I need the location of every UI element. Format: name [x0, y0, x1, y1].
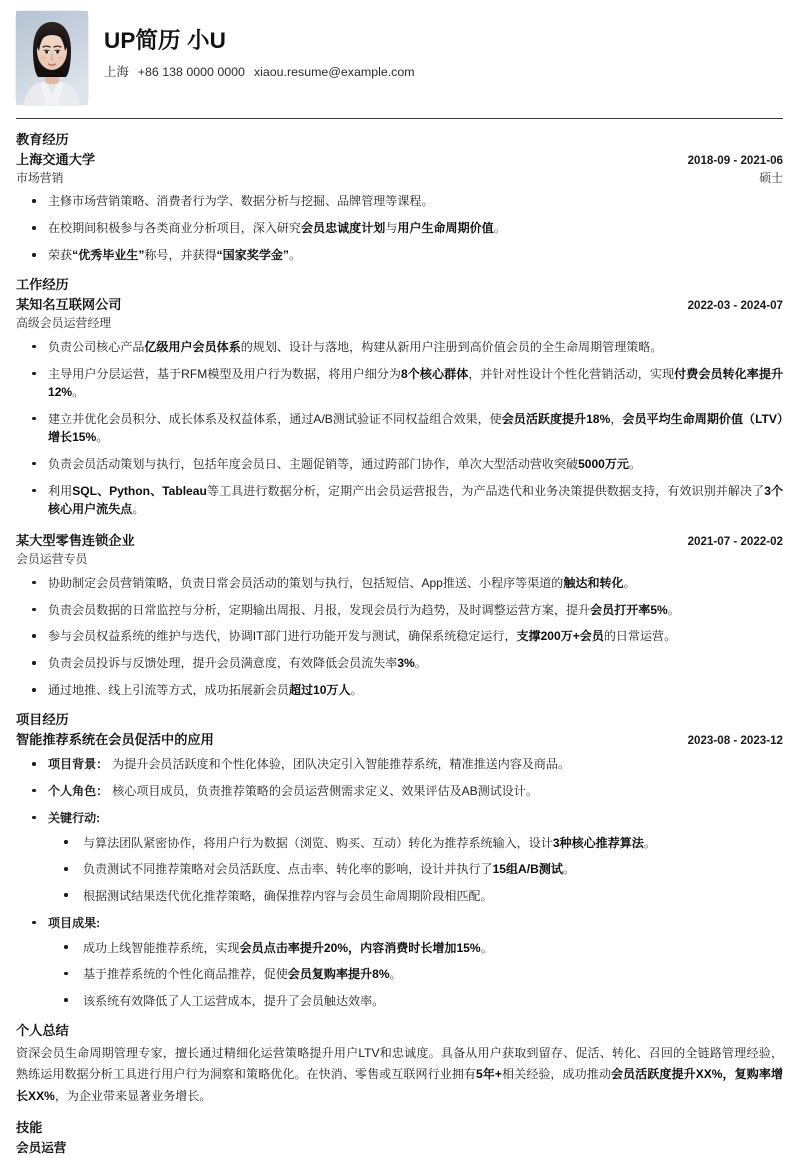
list-item: 主修市场营销策略、消费者行为学、数据分析与挖掘、品牌管理等课程。 [16, 192, 783, 210]
section-heading-skills: 技能 [16, 1120, 43, 1136]
list-item: 负责会员活动策划与执行，包括年度会员日、主题促销等，通过跨部门协作，单次大型活动营收突破5000万元。 [16, 455, 783, 473]
contact-phone: +86 138 0000 0000 [137, 65, 245, 80]
section-education [16, 131, 783, 264]
header-divider [16, 118, 783, 119]
education-entry [16, 150, 783, 265]
list-item: 该系统有效降低了人工运营成本，提升了会员触达效率。 [48, 992, 783, 1010]
education-entry-row-1 [16, 150, 783, 170]
list-item: 负责会员投诉与反馈处理，提升会员满意度，有效降低会员流失率3%。 [16, 654, 783, 672]
contact-location: 上海 [104, 65, 129, 80]
list-item: 利用SQL、Python、Tableau等工具进行数据分析，定期产出会员运营报告，为产品迭代和业务决策提供数据支持，有效识别并解决了3个核心用户流失点。 [16, 482, 783, 519]
section-work [16, 276, 783, 699]
project-item-text: 核心项目成员，负责推荐策略的会员运营侧需求定义、效果评估及AB测试设计。 [112, 783, 538, 798]
work-entry-row-2 [16, 315, 783, 333]
section-skills [16, 1119, 783, 1157]
list-item: 通过地推、线上引流等方式，成功拓展新会员超过10万人。 [16, 681, 783, 699]
summary-text: 资深会员生命周期管理专家，擅长通过精细化运营策略提升用户LTV和忠诚度。具备从用户获取到留存、促活、转化、召回的全链路管理经验，熟练运用数据分析工具进行用户行为洞察和策略优化。在快消、零售或互联网行业拥有5年+相关经验，成功推动会员活跃度提升XX%，复购率增长XX%，为企业带来显著业务增长。 [16, 1045, 784, 1103]
work-role: 高级会员运营经理 [16, 315, 112, 330]
section-heading-summary: 个人总结 [16, 1023, 69, 1039]
list-item: 协助制定会员营销策略，负责日常会员活动的策划与执行，包括短信、App推送、小程序等渠道的触达和转化。 [16, 574, 783, 592]
work-date: 2022-03 - 2024-07 [687, 299, 783, 313]
resume-header [16, 0, 783, 109]
list-item: 参与会员权益系统的维护与迭代，协调IT部门进行功能开发与测试，确保系统稳定运行，支撑200万+会员的日常运营。 [16, 627, 783, 645]
work-role: 会员运营专员 [16, 552, 88, 566]
section-summary [16, 1022, 783, 1107]
project-item-list [16, 755, 783, 1010]
work-company: 某知名互联网公司 [16, 297, 122, 313]
project-item-label: 项目背景： [48, 756, 109, 771]
list-item: 负责公司核心产品亿级用户会员体系的规划、设计与落地，构建从新用户注册到高价值会员的全生命周期管理策略。 [16, 338, 783, 356]
project-item [16, 809, 783, 905]
list-item: 负责会员数据的日常监控与分析，定期输出周报、月报，发现会员行为趋势，及时调整运营方案，提升会员打开率5%。 [16, 601, 783, 619]
project-entry [16, 730, 783, 1010]
header-text-block [104, 11, 415, 80]
work-bullet-list [16, 574, 783, 699]
work-entry [16, 531, 783, 699]
section-heading-work: 工作经历 [16, 277, 69, 293]
avatar [16, 11, 88, 105]
work-company: 某大型零售连锁企业 [16, 533, 135, 549]
work-entry-row-1 [16, 295, 783, 315]
education-date: 2018-09 - 2021-06 [687, 153, 783, 167]
section-project [16, 711, 783, 1010]
work-entry-row-2 [16, 551, 783, 569]
list-item: 建立并优化会员积分、成长体系及权益体系，通过A/B测试验证不同权益组合效果，使会员活跃度提升18%，会员平均生命周期价值（LTV）增长15%。 [16, 410, 783, 447]
project-entry-row [16, 730, 783, 750]
contact-line [104, 64, 415, 80]
list-item: 负责测试不同推荐策略对会员活跃度、点击率、转化率的影响，设计并执行了15组A/B测试。 [48, 860, 783, 878]
list-item: 基于推荐系统的个性化商品推荐，促使会员复购率提升8%。 [48, 965, 783, 983]
page-title: UP简历 小U [104, 28, 226, 53]
list-item: 成功上线智能推荐系统，实现会员点击率提升20%，内容消费时长增加15%。 [48, 939, 783, 957]
project-item-label: 个人角色： [48, 783, 109, 798]
work-bullet-list [16, 338, 783, 518]
contact-email: xiaou.resume@example.com [253, 65, 415, 80]
work-entry [16, 295, 783, 518]
list-item: 荣获“优秀毕业生”称号，并获得“国家奖学金”。 [16, 246, 783, 264]
project-item [16, 755, 783, 773]
project-sub-list [48, 834, 783, 905]
work-date: 2021-07 - 2022-02 [687, 535, 783, 549]
education-degree: 硕士 [759, 170, 783, 185]
education-major: 市场营销 [16, 170, 64, 185]
education-entry-row-2 [16, 170, 783, 188]
list-item: 在校期间积极参与各类商业分析项目，深入研究会员忠诚度计划与用户生命周期价值。 [16, 219, 783, 237]
work-entry-row-1 [16, 531, 783, 551]
education-school: 上海交通大学 [16, 151, 96, 167]
project-date: 2023-08 - 2023-12 [687, 734, 783, 748]
project-item-text: 为提升会员活跃度和个性化体验，团队决定引入智能推荐系统，精准推送内容及商品。 [112, 756, 571, 771]
section-heading-project: 项目经历 [16, 712, 69, 728]
project-item-label: 关键行动: [48, 810, 101, 825]
education-bullet-list [16, 192, 783, 264]
project-sub-list [48, 939, 783, 1010]
section-heading-education: 教育经历 [16, 132, 69, 147]
project-name: 智能推荐系统在会员促活中的应用 [16, 732, 214, 748]
project-item-label: 项目成果: [48, 915, 101, 930]
portrait-photo-icon [16, 11, 88, 105]
list-item: 根据测试结果迭代优化推荐策略，确保推荐内容与会员生命周期阶段相匹配。 [48, 887, 783, 905]
project-item [16, 914, 783, 1010]
list-item: 与算法团队紧密协作，将用户行为数据（浏览、购买、互动）转化为推荐系统输入，设计3种核心推荐算法。 [48, 834, 783, 852]
project-item [16, 782, 783, 800]
skill-category-first: 会员运营 [16, 1140, 67, 1155]
work-entry-container [16, 295, 783, 699]
list-item: 主导用户分层运营，基于RFM模型及用户行为数据，将用户细分为8个核心群体，并针对性设计个性化营销活动，实现付费会员转化率提升12%。 [16, 365, 783, 402]
